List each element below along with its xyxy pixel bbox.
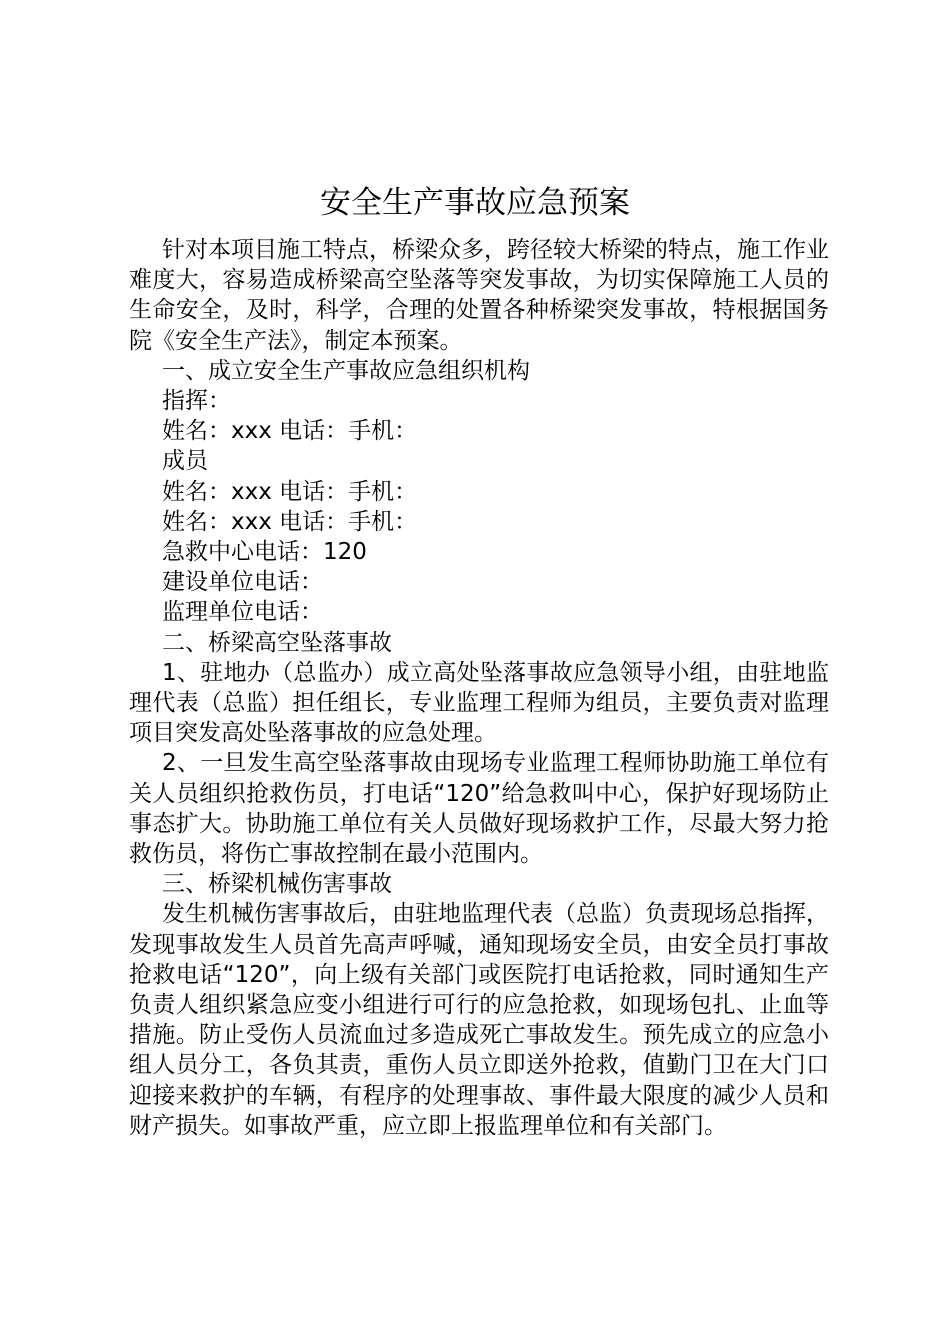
section3-heading: 三、桥梁机械伤害事故 [162, 871, 392, 898]
section2-item-1: 1、驻地办（总监办）成立高处坠落事故应急领导小组，由驻地监理代表（总监）担任组长，专业监理工程师为组员，主要负责对监理项目突发高处坠落事故的应急处理。 [129, 659, 829, 747]
section2-item-2: 2、一旦发生高空坠落事故由现场专业监理工程师协助施工单位有关人员组织抢救伤员，打电话“120”给急救叫中心，保护好现场防止事态扩大。协助施工单位有关人员做好现场救护工作，尽最大努力抢救伤员，将伤亡事故控制在最小范围内。 [129, 750, 829, 868]
document-body [129, 235, 829, 1141]
section2-heading: 二、桥梁高空坠落事故 [162, 629, 392, 656]
member-contact-1: 姓名：xxx 电话：手机： [162, 478, 418, 505]
section1-heading: 一、成立安全生产事故应急组织机构 [162, 357, 530, 384]
supervision-unit-phone: 监理单位电话： [162, 599, 323, 626]
commander-contact: 姓名：xxx 电话：手机： [162, 418, 418, 445]
intro-paragraph: 针对本项目施工特点，桥梁众多，跨径较大桥梁的特点，施工作业难度大，容易造成桥梁高空坠落等突发事故，为切实保障施工人员的生命安全，及时，科学，合理的处置各种桥梁突发事故，特根据国务院《安全生产法》，制定本预案。 [129, 237, 829, 354]
member-contact-2: 姓名：xxx 电话：手机： [162, 508, 418, 535]
emergency-center-phone: 急救中心电话：120 [162, 539, 367, 566]
members-label: 成员 [162, 448, 208, 475]
section3-paragraph: 发生机械伤害事故后，由驻地监理代表（总监）负责现场总指挥，发现事故发生人员首先高声呼喊，通知现场安全员，由安全员打事故抢救电话“120”，向上级有关部门或医院打电话抢救，同时通知生产负责人组织紧急应变小组进行可行的应急抢救，如现场包扎、止血等措施。防止受伤人员流血过多造成死亡事故发生。预先成立的应急小组人员分工，各负其责，重伤人员立即送外抢救，值勤门卫在大门口迎接来救护的车辆，有程序的处理事故、事件最大限度的减少人员和财产损失。如事故严重，应立即上报监理单位和有关部门。 [129, 901, 829, 1139]
document-title: 安全生产事故应急预案 [320, 185, 630, 221]
commander-label: 指挥： [162, 388, 231, 415]
construction-unit-phone: 建设单位电话： [162, 569, 323, 596]
